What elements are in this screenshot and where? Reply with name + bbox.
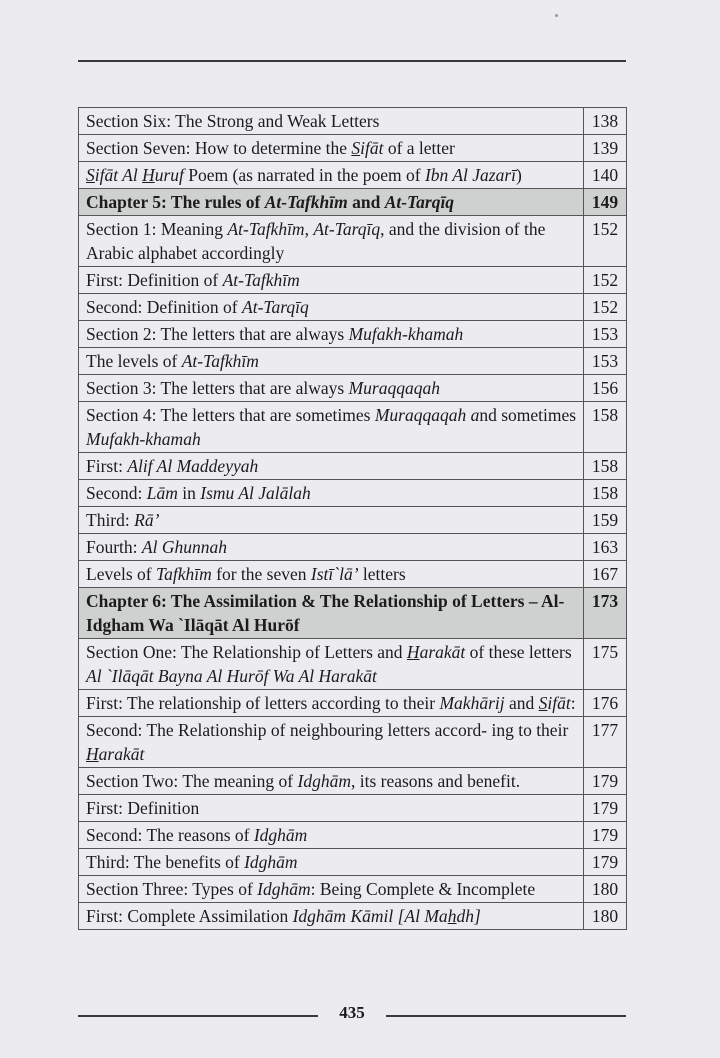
entry-title: First: Complete Assimilation Idghām Kāmil [Al Mahdh] xyxy=(79,903,584,930)
toc-chapter-row xyxy=(79,189,627,216)
entry-title: First: Alif Al Maddeyyah xyxy=(79,453,584,480)
entry-page-number: 180 xyxy=(584,876,627,903)
entry-title: Second: The Relationship of neighbouring letters accord- ing to their Harakāt xyxy=(79,717,584,768)
toc-row xyxy=(79,348,627,375)
toc-row xyxy=(79,480,627,507)
page-footer xyxy=(78,1003,626,1023)
entry-title: Section Two: The meaning of Idghām, its reasons and benefit. xyxy=(79,768,584,795)
entry-page-number: 159 xyxy=(584,507,627,534)
entry-page-number: 153 xyxy=(584,348,627,375)
entry-page-number: 152 xyxy=(584,216,627,267)
toc-row xyxy=(79,507,627,534)
entry-page-number: 180 xyxy=(584,903,627,930)
entry-page-number: 156 xyxy=(584,375,627,402)
entry-title: Sifāt Al Huruf Poem (as narrated in the poem of Ibn Al Jazarī) xyxy=(79,162,584,189)
toc-row xyxy=(79,453,627,480)
entry-page-number: 138 xyxy=(584,108,627,135)
entry-title: Second: Lām in Ismu Al Jalālah xyxy=(79,480,584,507)
entry-title: Fourth: Al Ghunnah xyxy=(79,534,584,561)
entry-page-number: 158 xyxy=(584,480,627,507)
toc-row xyxy=(79,561,627,588)
toc-chapter-row xyxy=(79,588,627,639)
entry-page-number: 179 xyxy=(584,795,627,822)
entry-title: First: Definition of At-Tafkhīm xyxy=(79,267,584,294)
entry-title: Section 3: The letters that are always Muraqqaqah xyxy=(79,375,584,402)
toc-row xyxy=(79,375,627,402)
header-rule xyxy=(78,60,626,62)
page-number: 435 xyxy=(339,1003,365,1022)
toc-row xyxy=(79,768,627,795)
entry-page-number: 163 xyxy=(584,534,627,561)
chapter-title: Chapter 6: The Assimilation & The Relationship of Letters – Al-Idgham Wa `Ilāqāt Al Hurōf xyxy=(79,588,584,639)
entry-title: The levels of At-Tafkhīm xyxy=(79,348,584,375)
toc-row xyxy=(79,849,627,876)
entry-page-number: 158 xyxy=(584,402,627,453)
entry-title: Second: Definition of At-Tarqīq xyxy=(79,294,584,321)
entry-page-number: 177 xyxy=(584,717,627,768)
toc-row xyxy=(79,534,627,561)
toc-row xyxy=(79,135,627,162)
entry-page-number: 153 xyxy=(584,321,627,348)
toc-row xyxy=(79,402,627,453)
entry-page-number: 173 xyxy=(584,588,627,639)
entry-title: Section One: The Relationship of Letters and Harakāt of these letters Al `Ilāqāt Bayna Al Hurōf Wa Al Harakāt xyxy=(79,639,584,690)
entry-title: First: Definition xyxy=(79,795,584,822)
entry-title: Section Seven: How to determine the Sifāt of a letter xyxy=(79,135,584,162)
toc-row xyxy=(79,690,627,717)
entry-title: Section 2: The letters that are always Mufakh-khamah xyxy=(79,321,584,348)
entry-page-number: 179 xyxy=(584,822,627,849)
toc-row xyxy=(79,903,627,930)
toc-row xyxy=(79,876,627,903)
toc-row xyxy=(79,267,627,294)
entry-page-number: 179 xyxy=(584,768,627,795)
entry-title: Section Three: Types of Idghām: Being Complete & Incomplete xyxy=(79,876,584,903)
toc-row xyxy=(79,108,627,135)
entry-page-number: 167 xyxy=(584,561,627,588)
entry-page-number: 140 xyxy=(584,162,627,189)
toc-row xyxy=(79,639,627,690)
entry-title: Third: The benefits of Idghām xyxy=(79,849,584,876)
paper-speck xyxy=(555,14,558,17)
toc-row xyxy=(79,216,627,267)
entry-page-number: 152 xyxy=(584,267,627,294)
entry-title: Third: Rā’ xyxy=(79,507,584,534)
toc-row xyxy=(79,795,627,822)
table-of-contents xyxy=(78,107,627,930)
entry-page-number: 179 xyxy=(584,849,627,876)
entry-page-number: 152 xyxy=(584,294,627,321)
entry-page-number: 139 xyxy=(584,135,627,162)
toc-row xyxy=(79,294,627,321)
entry-page-number: 175 xyxy=(584,639,627,690)
entry-title: Section 4: The letters that are sometimes Muraqqaqah and sometimes Mufakh-khamah xyxy=(79,402,584,453)
entry-page-number: 149 xyxy=(584,189,627,216)
chapter-title: Chapter 5: The rules of At-Tafkhīm and At-Tarqīq xyxy=(79,189,584,216)
entry-title: Levels of Tafkhīm for the seven Istī`lā’ letters xyxy=(79,561,584,588)
footer-rule-right xyxy=(386,1015,626,1017)
entry-title: Second: The reasons of Idghām xyxy=(79,822,584,849)
entry-title: Section Six: The Strong and Weak Letters xyxy=(79,108,584,135)
toc-row xyxy=(79,717,627,768)
toc-row xyxy=(79,822,627,849)
entry-page-number: 176 xyxy=(584,690,627,717)
entry-page-number: 158 xyxy=(584,453,627,480)
toc-row xyxy=(79,162,627,189)
entry-title: Section 1: Meaning At-Tafkhīm, At-Tarqīq, and the division of the Arabic alphabet accordingly xyxy=(79,216,584,267)
footer-rule-left xyxy=(78,1015,318,1017)
entry-title: First: The relationship of letters according to their Makhārij and Sifāt: xyxy=(79,690,584,717)
toc-row xyxy=(79,321,627,348)
